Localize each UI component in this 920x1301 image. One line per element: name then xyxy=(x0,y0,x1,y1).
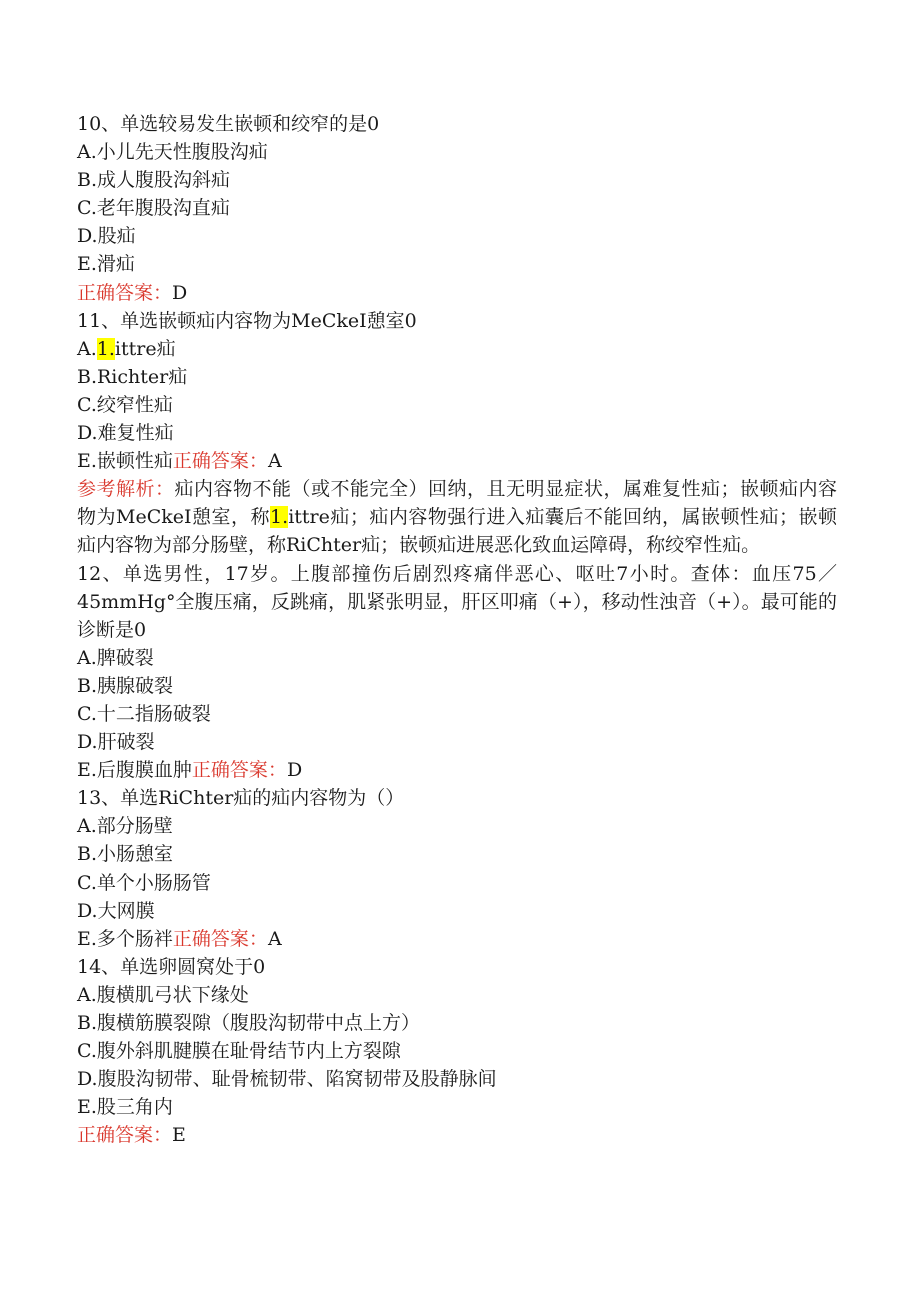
q13-option-c: C.单个小肠肠管 xyxy=(77,871,211,894)
q13-option-a: A.部分肠壁 xyxy=(77,815,173,838)
q10-option-d: D.股疝 xyxy=(77,225,136,248)
q14-option-a: A.腹横肌弓状下缘处 xyxy=(77,983,249,1006)
q11-option-d: D.难复性疝 xyxy=(77,422,174,445)
q13-option-b: B.小肠憩室 xyxy=(77,843,174,866)
q11-option-b: B.Richter疝 xyxy=(77,365,188,388)
q12-option-c: C.十二指肠破裂 xyxy=(77,702,211,725)
q12-stem: 12、单选男性，17岁。上腹部撞伤后剧烈疼痛伴恶心、呕吐7小时。查体：血压75／45mmHg°全腹压痛，反跳痛，肌紧张明显，肝区叩痛（+），移动性浊音（+）。最可能的诊断是0 xyxy=(77,562,837,641)
q13-option-d: D.大网膜 xyxy=(77,899,155,922)
option-text: E.后腹膜血肿 xyxy=(77,759,192,782)
answer-value: D xyxy=(286,759,303,782)
q11-option-e xyxy=(77,447,837,475)
q11-stem: 11、单选嵌顿疝内容物为MeCkeI憩室0 xyxy=(77,309,417,332)
answer-value: E xyxy=(172,1124,186,1147)
option-text: E.多个肠袢 xyxy=(77,927,173,950)
q11-option-a xyxy=(77,335,837,363)
analysis-text: 疝内容物不能（或不能完全）回纳，且无明显症状，属难复性疝；嵌顿疝内容物为MeCkeI憩室，称 xyxy=(77,478,837,529)
answer-label: 正确答案： xyxy=(191,759,287,782)
answer-value: A xyxy=(267,450,282,473)
analysis-label: 参考解析： xyxy=(77,478,175,501)
q12-option-e xyxy=(77,756,837,784)
q14-option-b: B.腹横筋膜裂隙（腹股沟韧带中点上方） xyxy=(77,1012,421,1034)
q14-answer xyxy=(77,1121,837,1149)
option-prefix: A. xyxy=(77,337,97,360)
q14-option-d: D.腹股沟韧带、耻骨梳韧带、陷窝韧带及股静脉间 xyxy=(77,1068,497,1091)
q10-answer xyxy=(77,279,837,307)
q10-option-b: B.成人腹股沟斜疝 xyxy=(77,169,231,192)
highlight-mark: 1. xyxy=(270,506,289,529)
q13-stem: 13、单选RiChter疝的疝内容物为（） xyxy=(77,787,405,810)
q10-option-a: A.小儿先天性腹股沟疝 xyxy=(77,141,268,164)
answer-label: 正确答案： xyxy=(172,450,268,473)
q14-option-e: E.股三角内 xyxy=(77,1096,173,1119)
q11-option-c: C.绞窄性疝 xyxy=(77,393,173,416)
answer-label: 正确答案： xyxy=(172,927,268,950)
highlight-mark: 1. xyxy=(96,337,115,360)
answer-value: D xyxy=(172,281,188,304)
q11-analysis xyxy=(77,475,837,559)
q12-option-a: A.脾破裂 xyxy=(77,646,154,669)
q14-stem: 14、单选卵圆窝处于0 xyxy=(77,955,266,978)
answer-label: 正确答案： xyxy=(77,281,173,304)
answer-value: A xyxy=(267,927,282,950)
q10-option-e: E.滑疝 xyxy=(77,253,135,276)
q12-option-b: B.胰腺破裂 xyxy=(77,674,174,697)
option-text: ittre疝 xyxy=(114,337,176,360)
exam-document xyxy=(77,110,837,1149)
q12-option-d: D.肝破裂 xyxy=(77,731,155,754)
analysis-text: ittre疝；疝内容物强行进入疝囊后不能回纳，属嵌顿性疝；嵌顿疝内容物为部分肠壁，称RiChter疝；嵌顿疝进展恶化致血运障碍，称绞窄性疝。 xyxy=(77,506,837,557)
answer-label: 正确答案： xyxy=(77,1124,173,1147)
q10-option-c: C.老年腹股沟直疝 xyxy=(77,197,230,220)
q10-stem: 10、单选较易发生嵌顿和绞窄的是0 xyxy=(77,113,380,135)
q14-option-c: C.腹外斜肌腱膜在耻骨结节内上方裂隙 xyxy=(77,1040,401,1063)
q13-option-e xyxy=(77,925,837,953)
option-text: E.嵌顿性疝 xyxy=(77,450,173,473)
